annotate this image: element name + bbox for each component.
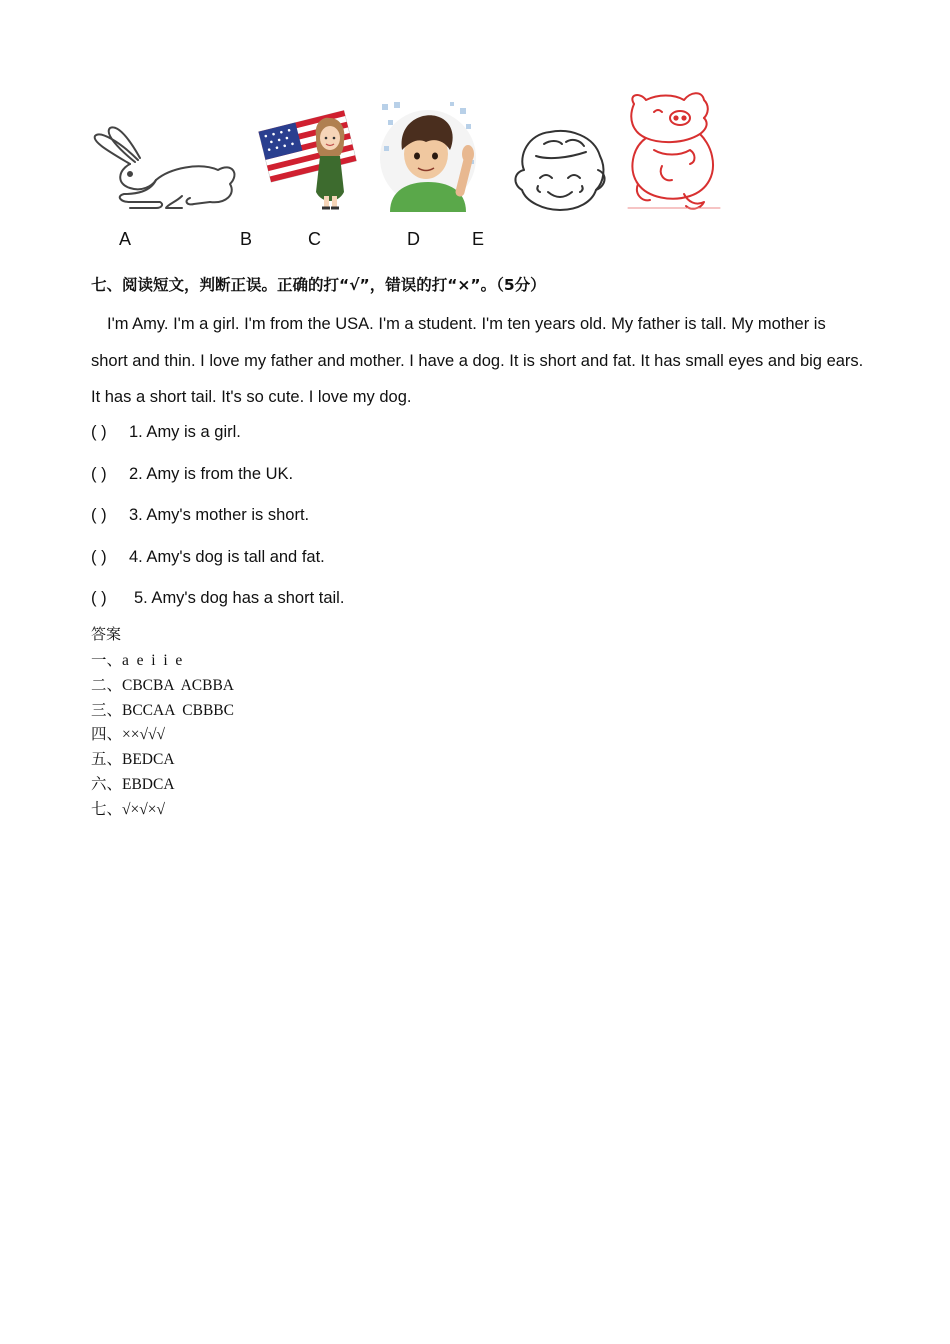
option-label-c: C [308,229,321,249]
reading-passage: I'm Amy. I'm a girl. I'm from the USA. I'm a student. I'm ten years old. My father is tall. My mother is short and thin. I love my father and mother. I have a dog. It is short and fat. It has small eyes and big ears. It has a short tail. It's so cute. I love my dog. [91,315,864,406]
answer-blank[interactable]: ( ) [91,465,107,483]
question-text: 3. Amy's mother is short. [129,506,310,524]
boy-waving-icon [380,100,480,212]
answer-blank[interactable]: ( ) [91,506,107,524]
answer-line: 七、√×√×√ [91,801,166,818]
answer-line: 一、a e i i e [91,652,183,669]
girl-with-us-flag-icon [258,100,368,212]
question-text: 5. Amy's dog has a short tail. [134,589,345,607]
question-text: 4. Amy's dog is tall and fat. [129,548,325,566]
answers-title: 答案 [91,625,122,643]
answer-blank[interactable]: ( ) [91,423,107,441]
question-item [91,548,325,567]
grandmother-face-icon [508,126,613,212]
question-text: 2. Amy is from the UK. [129,465,294,483]
answer-blank[interactable]: ( ) [91,548,107,566]
question-item [91,589,344,608]
option-label-a: A [119,229,132,249]
rabbit-icon [90,122,240,212]
answer-line: 六、EBDCA [91,776,175,793]
answer-line: 三、BCCAA CBBBC [91,702,234,719]
pig-icon [624,90,724,212]
answer-line: 二、CBCBA ACBBA [91,677,234,694]
section-heading: 七、阅读短文，判断正误。正确的打“√”，错误的打“×”。（5分） [91,276,546,294]
question-text: 1. Amy is a girl. [129,423,241,441]
answer-line: 五、BEDCA [91,751,175,768]
question-item [91,423,241,442]
option-label-d: D [407,229,420,249]
question-item [91,465,293,484]
option-label-e: E [472,229,485,249]
answer-blank[interactable]: ( ) [91,589,107,607]
option-labels [0,229,950,253]
answer-line: 四、××√√√ [91,726,166,743]
picture-row [88,90,738,215]
option-label-b: B [240,229,253,249]
question-item [91,506,309,525]
